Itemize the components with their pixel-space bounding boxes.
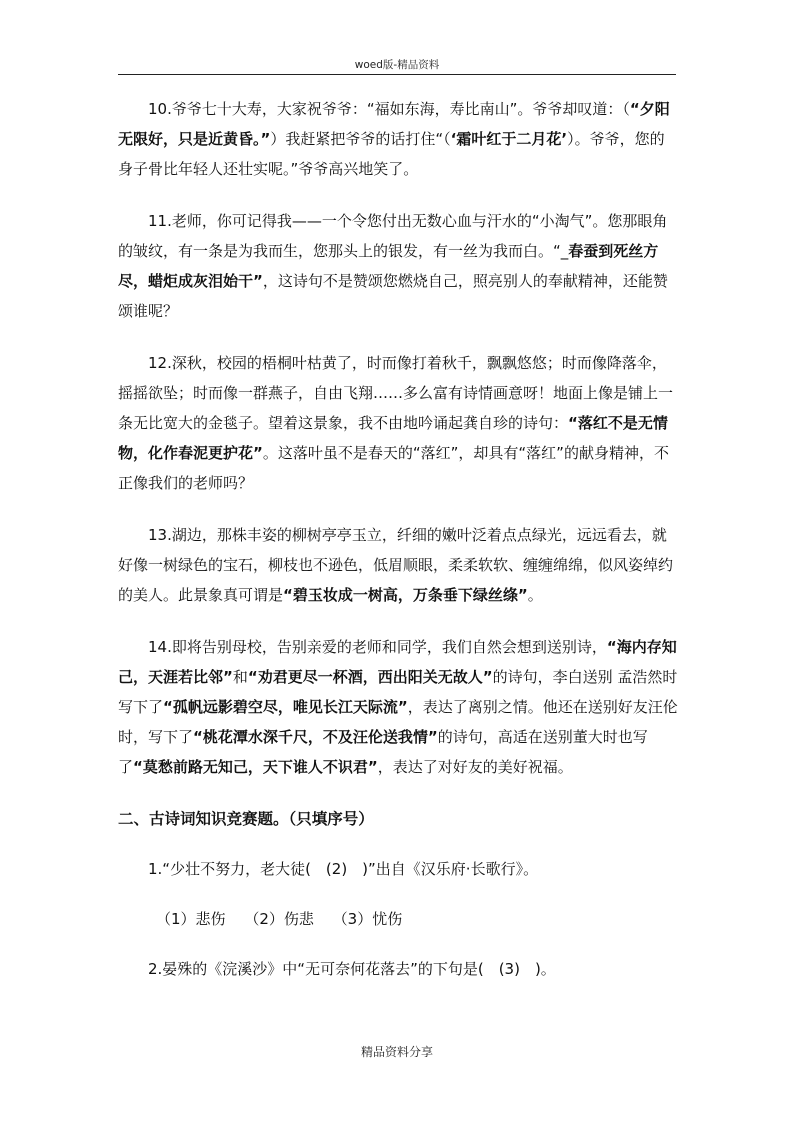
text-run: ，表达了离别之情。他还在送别好友汪伦时，写下了 (118, 698, 678, 746)
text-run: ，表达了对好友的美好祝福。 (377, 758, 573, 776)
poem-quote: “孤帆远影碧空尽，唯见长江天际流” (163, 698, 408, 716)
text-run: 和 (232, 668, 248, 686)
text-run: 。 (527, 586, 543, 604)
page-header: woed版-精品资料 (354, 59, 440, 71)
paragraph-12 (118, 348, 678, 498)
text-run: 10.爷爷七十大寿，大家祝爷爷：“福如东海，寿比南山”。爷爷却叹道：（ (148, 100, 630, 118)
text-run: 的诗句，李白送别 孟浩然时写下了 (118, 668, 678, 716)
poem-quote: “碧玉妆成一树高，万条垂下绿丝绦” (283, 586, 528, 604)
question-1-options (118, 904, 678, 934)
text-run: 11.老师，你可记得我——一个令您付出无数心血与汗水的“小淘气”。您那眼角的皱纹，有一条是为我而生，您那头上的银发，有一丝为我而白。“_ (118, 212, 668, 260)
poem-quote: “落红不是无情物，化作春泥更护花” (118, 414, 668, 462)
option-2: （2）伤悲 (244, 910, 314, 928)
option-3: （3）忧伤 (332, 910, 403, 928)
document-body (118, 94, 678, 1004)
text-run: 12.深秋，校园的梧桐叶枯黄了，时而像打着秋千，飘飘悠悠；时而像降落伞，摇摇欲坠；时而像一群燕子，自由飞翔……多么富有诗情画意呀！地面上像是铺上一条无比宽大的金毯子。望着这景象，我不由地吟诵起龚自珍的诗句： (118, 354, 674, 432)
poem-quote: “夕阳无限好，只是近黄昏。” (118, 100, 670, 148)
page-footer: 精品资料分享 (360, 1045, 433, 1059)
paragraph-10 (118, 94, 678, 184)
section-title: 二、古诗词知识竞赛题。（只填序号） (118, 810, 374, 828)
paragraph-13 (118, 520, 678, 610)
question-2: 2.晏殊的《浣溪沙》中“无可奈何花落去”的下句是( (3) )。 (148, 960, 556, 978)
text-run: 的诗句，高适在送别董大时也写了 (118, 728, 648, 776)
header-divider (118, 74, 676, 75)
option-1: （1）悲伤 (156, 910, 226, 928)
poem-quote: ‘霜叶红于二月花’ (450, 130, 568, 148)
poem-quote: “莫愁前路无知己，天下谁人不识君” (133, 758, 378, 776)
text-run: ，这诗句不是赞颂您燃烧自己，照亮别人的奉献精神，还能赞颂谁呢？ (118, 272, 668, 320)
text-run: 。这落叶虽不是春天的“落红”，却具有“落红”的献身精神，不正像我们的老师吗？ (118, 444, 669, 492)
poem-quote: “劝君更尽一杯酒，西出阳关无故人” (247, 668, 493, 686)
text-run: 14.即将告别母校，告别亲爱的老师和同学，我们自然会想到送别诗， (148, 638, 607, 656)
question-1: 1.“少壮不努力，老大徒( (2) )”出自《汉乐府·长歌行》。 (148, 860, 539, 878)
text-run: ）我赶紧把爷爷的话打住“（ (270, 130, 451, 148)
poem-quote: “海内存知己，天涯若比邻” (118, 638, 677, 686)
text-run: ）。爷爷，您的身子骨比年轻人还壮实呢。”爷爷高兴地笑了。 (118, 130, 665, 178)
text-run: 13.湖边，那株丰姿的柳树亭亭玉立，纤细的嫩叶泛着点点绿光，远远看去，就好像一树绿色的宝石，柳枝也不逊色，低眉顺眼，柔柔软软、缠缠绵绵，似风姿绰约的美人。此景象真可谓是 (118, 526, 674, 604)
poem-quote: 春蚕到死丝方尽，蜡炬成灰泪始干” (118, 242, 659, 290)
paragraph-11 (118, 206, 678, 326)
poem-quote: “桃花潭水深千尺，不及汪伦送我情” (193, 728, 438, 746)
paragraph-14 (118, 632, 678, 782)
